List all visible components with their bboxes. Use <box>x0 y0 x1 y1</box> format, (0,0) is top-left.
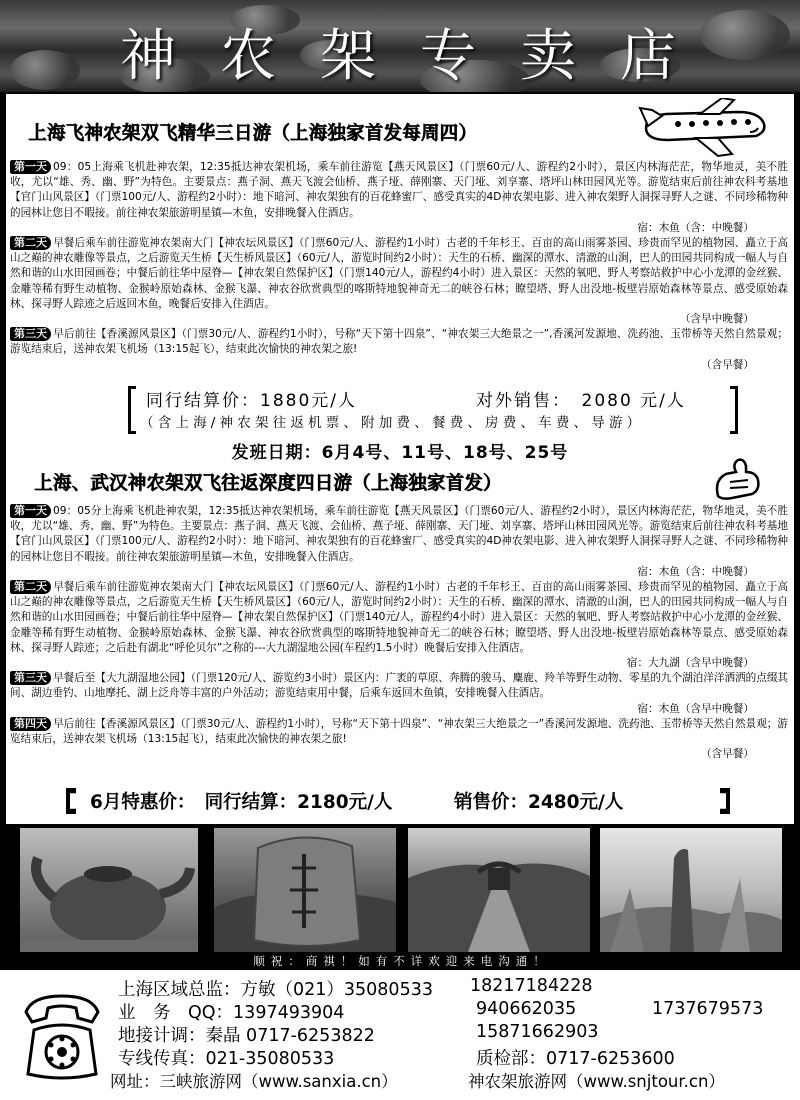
contact-local-mobile: 15871662903 <box>476 1022 599 1042</box>
tour1-day3 <box>10 327 788 373</box>
day-badge: 第四天 <box>10 717 51 731</box>
tour1-peer-price: 同行结算价：1880元/人 <box>146 391 357 411</box>
tour1-sale-price: 对外销售： 2080 元/人 <box>476 391 686 411</box>
day-stay: 宿：木鱼（含：中晚餐） <box>637 221 754 234</box>
tour1-itinerary <box>10 160 788 373</box>
tour2-day1 <box>10 504 788 580</box>
contact-qq-2: 940662035 <box>476 999 577 1019</box>
telephone-icon <box>22 990 102 1082</box>
tour1-price-line <box>146 386 686 411</box>
contact-quality-dept: 质检部：0717-6253600 <box>476 1049 675 1069</box>
photo-teapot-sculpture <box>20 828 198 952</box>
day-text: 早后前往【香溪源风景区】（门票30元/人、游程约1小时），号称“天下第十四泉”、“神农架三大绝景之一”香溪河发源地、洗药池、玉带桥等天然自然景观；游览结束后，送神农架飞机场（13:15起飞），结束此次愉快的神农架之旅! <box>10 717 788 746</box>
contact-section <box>0 970 800 1100</box>
contact-qq: 业 务 QQ：1397493904 <box>118 1003 345 1023</box>
contact-fax: 专线传真：021-35080533 <box>118 1049 335 1069</box>
day-text: 09：05上海乘飞机赴神农架，12:35抵达神农架机场，乘车前往游览【燕天风景区】（门票60元/人、游程约2小时），景区内林海茫茫，物华地灵，美不胜收，尤以“雄、秀、幽、野”为特色。主要景点：燕子洞、燕天飞渡会仙桥、燕子垭、薛刚寨、天门垭、刘享寨、塔坪山林田园风光等。游览结束后前往神农科考基地【官门山风景区】（门票100元/人、游程约2小时）：地下暗河、神农架独有的百花蜂蜜厂、感受真实的4D神农架电影、进入神农架野人洞探寻野人之谜、不同珍稀物种的园林让您目不暇接。前往神农架旅游明星镇—木鱼，安排晚餐入住酒店。 <box>10 161 788 219</box>
tour2-day2 <box>10 580 788 671</box>
day-stay: （含早餐） <box>701 748 754 761</box>
tour1-day2 <box>10 236 788 327</box>
airplane-icon <box>638 98 768 158</box>
tour1-price-box <box>128 386 738 434</box>
contact-director: 上海区域总监：方敏（021）35080533 <box>118 980 433 1000</box>
day-badge: 第一天 <box>10 160 51 174</box>
day-stay: （含早餐） <box>701 358 754 371</box>
day-stay: 宿：木鱼（含早中晚餐） <box>637 702 754 715</box>
tour1-includes: （含上海/神农架往返机票、附加费、餐费、房费、车费、导游） <box>140 415 645 431</box>
day-text: 09：05分上海乘飞机赴神农架，12:35抵达神农架机场，乘车前往游览【燕天风景区】（门票60元/人、游程约2小时），景区内林海茫茫，物华地灵，美不胜收，尤以“雄、秀、幽、野”为特色。主要景点：燕子洞、燕天飞渡、会仙桥、燕子垭、薛刚寨、天门垭、刘享寨、塔坪山林田园风光等。游览结束后前往神农科考基地【官门山风景区】（门票100元/人、游程约2小时）：地下暗河、神农架独有的百花蜂蜜厂、感受真实的4D神农架电影、进入神农架野人洞探寻野人之谜、不同珍稀物种的园林让您目不暇接。前往神农架旅游明星镇—木鱼，安排晚餐入住酒店。 <box>10 505 788 563</box>
day-badge: 第三天 <box>10 671 51 685</box>
tour2-itinerary <box>10 504 788 762</box>
tour1-departure-dates: 发班日期：6月4号、11号、18号、25号 <box>231 443 569 463</box>
day-stay: （含早中晚餐） <box>679 313 754 326</box>
day-badge: 第三天 <box>10 327 51 341</box>
special-sale-price: 销售价：2480元/人 <box>454 792 624 813</box>
day-badge: 第二天 <box>10 236 51 250</box>
day-text: 早餐后乘车前往游览神农架南大门【神农坛风景区】（门票60元/人、游程约1小时）古老的千年杉王、百亩的高山雨雾茶园、珍贵而罕见的植物园、矗立于高山之巅的神农雕像等景点，之后游览天生桥【天生桥风景区】（60元/人，游览时间约2小时）：天生的石桥、幽深的潭水、清澈的山涧，巴人的田园共同构成一幅人与自然和谐的山水田园画卷；中餐后前往华中屋脊—【神农架自然保护区】（门票140元/人，游程约4小时）进入景区：天然的氧吧、野人考察站救护中心小龙潭的金丝猴、金雕等稀有野生动植物、金猴岭原始森林、金猴飞瀑、神农谷欣赏典型的喀斯特地貌神奇无二的峡谷石林；瞭望塔、野人出没地-板壁岩原始森林等景点、感受原始森林、探寻野人踪迹之后返回木鱼，晚餐后安排入住酒店。 <box>10 237 788 310</box>
day-text: 早餐后至【大九湖湿地公园】（门票120元/人、游览约3小时）景区内：广袤的草原、奔腾的骏马、麋鹿、羚羊等野生动物、零星的九个湖泊洋洋洒洒的点缀其间、湖边垂钓、山地摩托、湖上泛舟等丰富的户外活动；游览结束用中餐，后乘车返回木鱼镇，安排晚餐入住酒店。 <box>10 672 789 700</box>
tour2-title: 上海、武汉神农架双飞往返深度四日游（上海独家首发） <box>34 473 502 494</box>
special-peer-price: 6月特惠价： 同行结算：2180元/人 <box>90 792 393 813</box>
website-sanxia[interactable]: 网址：三峡旅游网（www.sanxia.cn） <box>110 1072 398 1091</box>
day-text: 早餐后乘车前往游览神农架南大门【神农坛风景区】（门票60元/人、游程约1小时）古老的千年杉王、百亩的高山雨雾茶园、珍贵而罕见的植物园、矗立于高山之巅的神农雕像等景点，之后游览天生桥【天生桥风景区】（60元/人，游览时间约2小时）：天生的石桥、幽深的潭水、清澈的山涧，巴人的田园共同构成一幅人与自然和谐的山水田园画卷；中餐后前往华中屋脊—【神农架自然保护区】（门票140元/人，游程约4小时）进入景区：天然的氧吧、野人考察站救护中心小龙潭的金丝猴、金雕等稀有野生动植物、金猴岭原始森林、金猴飞瀑、神农谷欣赏典型的喀斯特地貌神奇无二的峡谷石林；瞭望塔、野人出没地-板壁岩原始森林等景点、感受原始森林、探寻野人踪迹；之后赴有湖北“呼伦贝尔”之称的---大九湖湿地公园(车程约1.5小时）晚餐后安排入住酒店。 <box>10 581 788 654</box>
page-title: 神农架专卖店 <box>120 24 720 89</box>
header-banner <box>0 0 800 92</box>
contact-mobile-2: 1737679573 <box>652 999 764 1019</box>
photo-stone-pillar-mist <box>600 828 782 952</box>
website-snjtour[interactable]: 神农架旅游网（www.snjtour.cn） <box>468 1072 725 1091</box>
hand-pointer-icon <box>712 456 762 502</box>
photo-shennong-altar <box>408 828 590 952</box>
day-stay: 宿：木鱼（含：中晚餐） <box>637 565 754 578</box>
photo-shennongding-stone <box>214 828 396 952</box>
content-panel <box>6 94 794 824</box>
day-badge: 第二天 <box>10 580 51 594</box>
tour1-day1 <box>10 160 788 236</box>
tour1-title: 上海飞神农架双飞精华三日游（上海独家首发每周四） <box>28 123 477 144</box>
day-stay: 宿：大九湖（含早中晚餐） <box>626 657 754 670</box>
blessing-bar: 顺祝：商祺！如有不详欢迎来电沟通！ <box>24 952 780 970</box>
day-badge: 第一天 <box>10 504 51 518</box>
contact-local-op: 地接计调：秦晶 0717-6253822 <box>118 1026 375 1046</box>
contact-director-mobile: 18217184228 <box>470 976 593 996</box>
june-special-price <box>66 784 730 820</box>
day-text: 早后前往【香溪源风景区】（门票30元/人、游程约1小时），号称“天下第十四泉”、“神农架三大绝景之一”,香溪河发源地、洗药池、玉带桥等天然自然景观；游览结束后，送神农架飞机场（13:15起飞），结束此次愉快的神农架之旅! <box>10 328 788 356</box>
photo-strip <box>0 828 800 952</box>
tour2-day3 <box>10 671 788 717</box>
tour2-day4 <box>10 717 788 763</box>
